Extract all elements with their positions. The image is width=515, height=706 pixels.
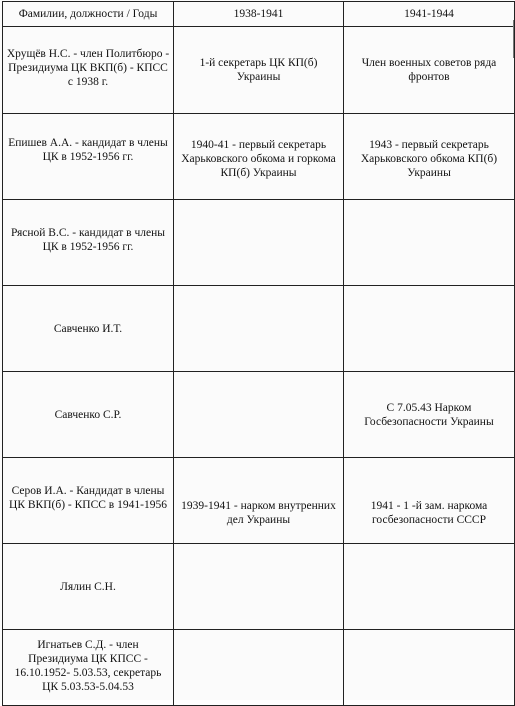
row-1938-cell: 1940-41 - первый секретарь Харьковского обкома и горкома КП(б) Украины [174, 114, 344, 200]
table-row [3, 286, 515, 372]
row-name-cell: Хрущёв Н.С. - член Политбюро - Президиума ЦК ВКП(б) - КПСС с 1938 г. [3, 27, 174, 114]
row-1938-cell: 1939-1941 - нарком внутренних дел Украины [174, 458, 344, 544]
row-name-cell: Серов И.А. - Кандидат в члены ЦК ВКП(б) - КПСС в 1941-1956 [3, 458, 174, 544]
row-1941-cell [344, 630, 515, 706]
row-1941-cell: 1943 - первый секретарь Харьковского обкома КП(б) Украины [344, 114, 515, 200]
table-row [3, 544, 515, 630]
positions-table [2, 1, 515, 706]
row-1938-cell: 1-й секретарь ЦК КП(б) Украины [174, 27, 344, 114]
row-1938-cell [174, 286, 344, 372]
table-row [3, 630, 515, 706]
header-1941-1944: 1941-1944 [344, 2, 515, 27]
row-1938-cell [174, 630, 344, 706]
table-row [3, 372, 515, 458]
row-name-cell: Савченко С.Р. [3, 372, 174, 458]
row-1938-cell [174, 544, 344, 630]
header-names-years: Фамилии, должности / Годы [3, 2, 174, 27]
table-row [3, 27, 515, 114]
row-1938-cell [174, 372, 344, 458]
row-1941-cell: Член военных советов ряда фронтов [344, 27, 515, 114]
row-name-cell: Лялин С.Н. [3, 544, 174, 630]
row-1941-cell [344, 544, 515, 630]
row-name-cell: Рясной В.С. - кандидат в члены ЦК в 1952-1956 гг. [3, 200, 174, 286]
row-1941-cell: С 7.05.43 Нарком Госбезопасности Украины [344, 372, 515, 458]
row-1941-cell [344, 286, 515, 372]
table-row [3, 200, 515, 286]
table-row [3, 114, 515, 200]
table-header-row [3, 2, 515, 27]
header-1938-1941: 1938-1941 [174, 2, 344, 27]
row-name-cell: Епишев А.А. - кандидат в члены ЦК в 1952-1956 гг. [3, 114, 174, 200]
row-name-cell: Савченко И.Т. [3, 286, 174, 372]
page-edge-mark [508, 20, 514, 58]
table-row [3, 458, 515, 544]
row-name-cell: Игнатьев С.Д. - член Президиума ЦК КПСС - 16.10.1952- 5.03.53, секретарь ЦК 5.03.53-5.04.53 [3, 630, 174, 706]
row-1941-cell: 1941 - 1 -й зам. наркома госбезопасности СССР [344, 458, 515, 544]
row-1941-cell [344, 200, 515, 286]
row-1938-cell [174, 200, 344, 286]
